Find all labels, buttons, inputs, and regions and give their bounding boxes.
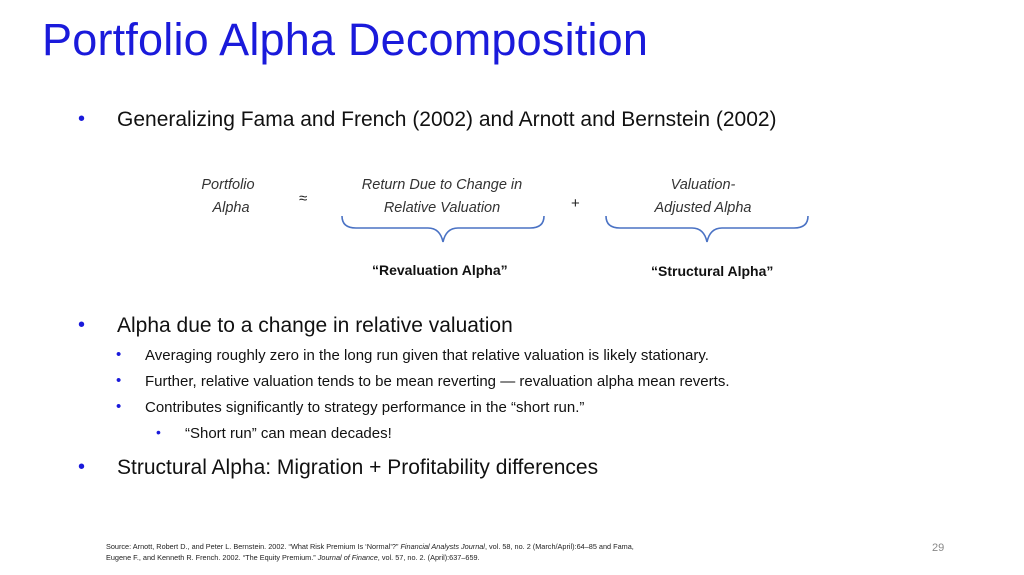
- term-line: Adjusted Alpha: [654, 200, 752, 216]
- bullet-dot: •: [116, 346, 122, 363]
- journal-title: Journal of Finance: [317, 553, 378, 562]
- bullet-text: Alpha due to a change in relative valuation: [117, 314, 513, 337]
- source-line: [106, 552, 634, 563]
- structural-alpha-label: “Structural Alpha”: [651, 263, 774, 279]
- sub-bullet-text: Contributes significantly to strategy performance in the “short run.”: [145, 399, 585, 416]
- bullet-dot: •: [116, 398, 122, 415]
- bullet-dot: •: [78, 108, 86, 130]
- term-line: Portfolio: [201, 177, 255, 193]
- source-text: Source: Arnott, Robert D., and Peter L. Bernstein. 2002. “What Risk Premium Is ‘Normal’?”: [106, 542, 401, 551]
- source-footnote: [106, 541, 634, 563]
- term-line: Return Due to Change in: [361, 177, 523, 193]
- bullet-dot: •: [116, 372, 122, 389]
- page-number: 29: [932, 542, 945, 554]
- structural-brace: [606, 216, 808, 242]
- sub-bullet-text: Further, relative valuation tends to be mean reverting — revaluation alpha mean reverts.: [145, 373, 730, 390]
- sub-bullet-text: Averaging roughly zero in the long run given that relative valuation is likely stationary.: [145, 347, 709, 364]
- plus-operator: +: [571, 195, 580, 212]
- source-text: , vol. 57, no. 2. (April):637–659.: [377, 553, 480, 562]
- term-line: Alpha: [212, 200, 250, 216]
- term-line: Relative Valuation: [383, 200, 501, 216]
- source-text: , vol. 58, no. 2 (March/April):64–85 and Fama,: [484, 542, 634, 551]
- approx-operator: ≈: [299, 190, 308, 207]
- revaluation-alpha-label: “Revaluation Alpha”: [372, 262, 508, 278]
- source-line: [106, 541, 634, 552]
- bullet-text: Generalizing Fama and French (2002) and Arnott and Bernstein (2002): [117, 108, 777, 131]
- source-text: Eugene F., and Kenneth R. French. 2002. “The Equity Premium.”: [106, 553, 318, 562]
- bullet-dot: •: [78, 456, 86, 478]
- sub-sub-bullet-text: “Short run” can mean decades!: [185, 425, 392, 442]
- term-line: Valuation-: [670, 177, 736, 193]
- bullet-dot: •: [156, 424, 161, 440]
- journal-title: Financial Analysts Journal: [400, 542, 485, 551]
- revaluation-brace: [342, 216, 544, 242]
- bullet-text: Structural Alpha: Migration + Profitability differences: [117, 456, 599, 479]
- slide-title: Portfolio Alpha Decomposition: [42, 14, 649, 65]
- bullet-dot: •: [78, 314, 86, 336]
